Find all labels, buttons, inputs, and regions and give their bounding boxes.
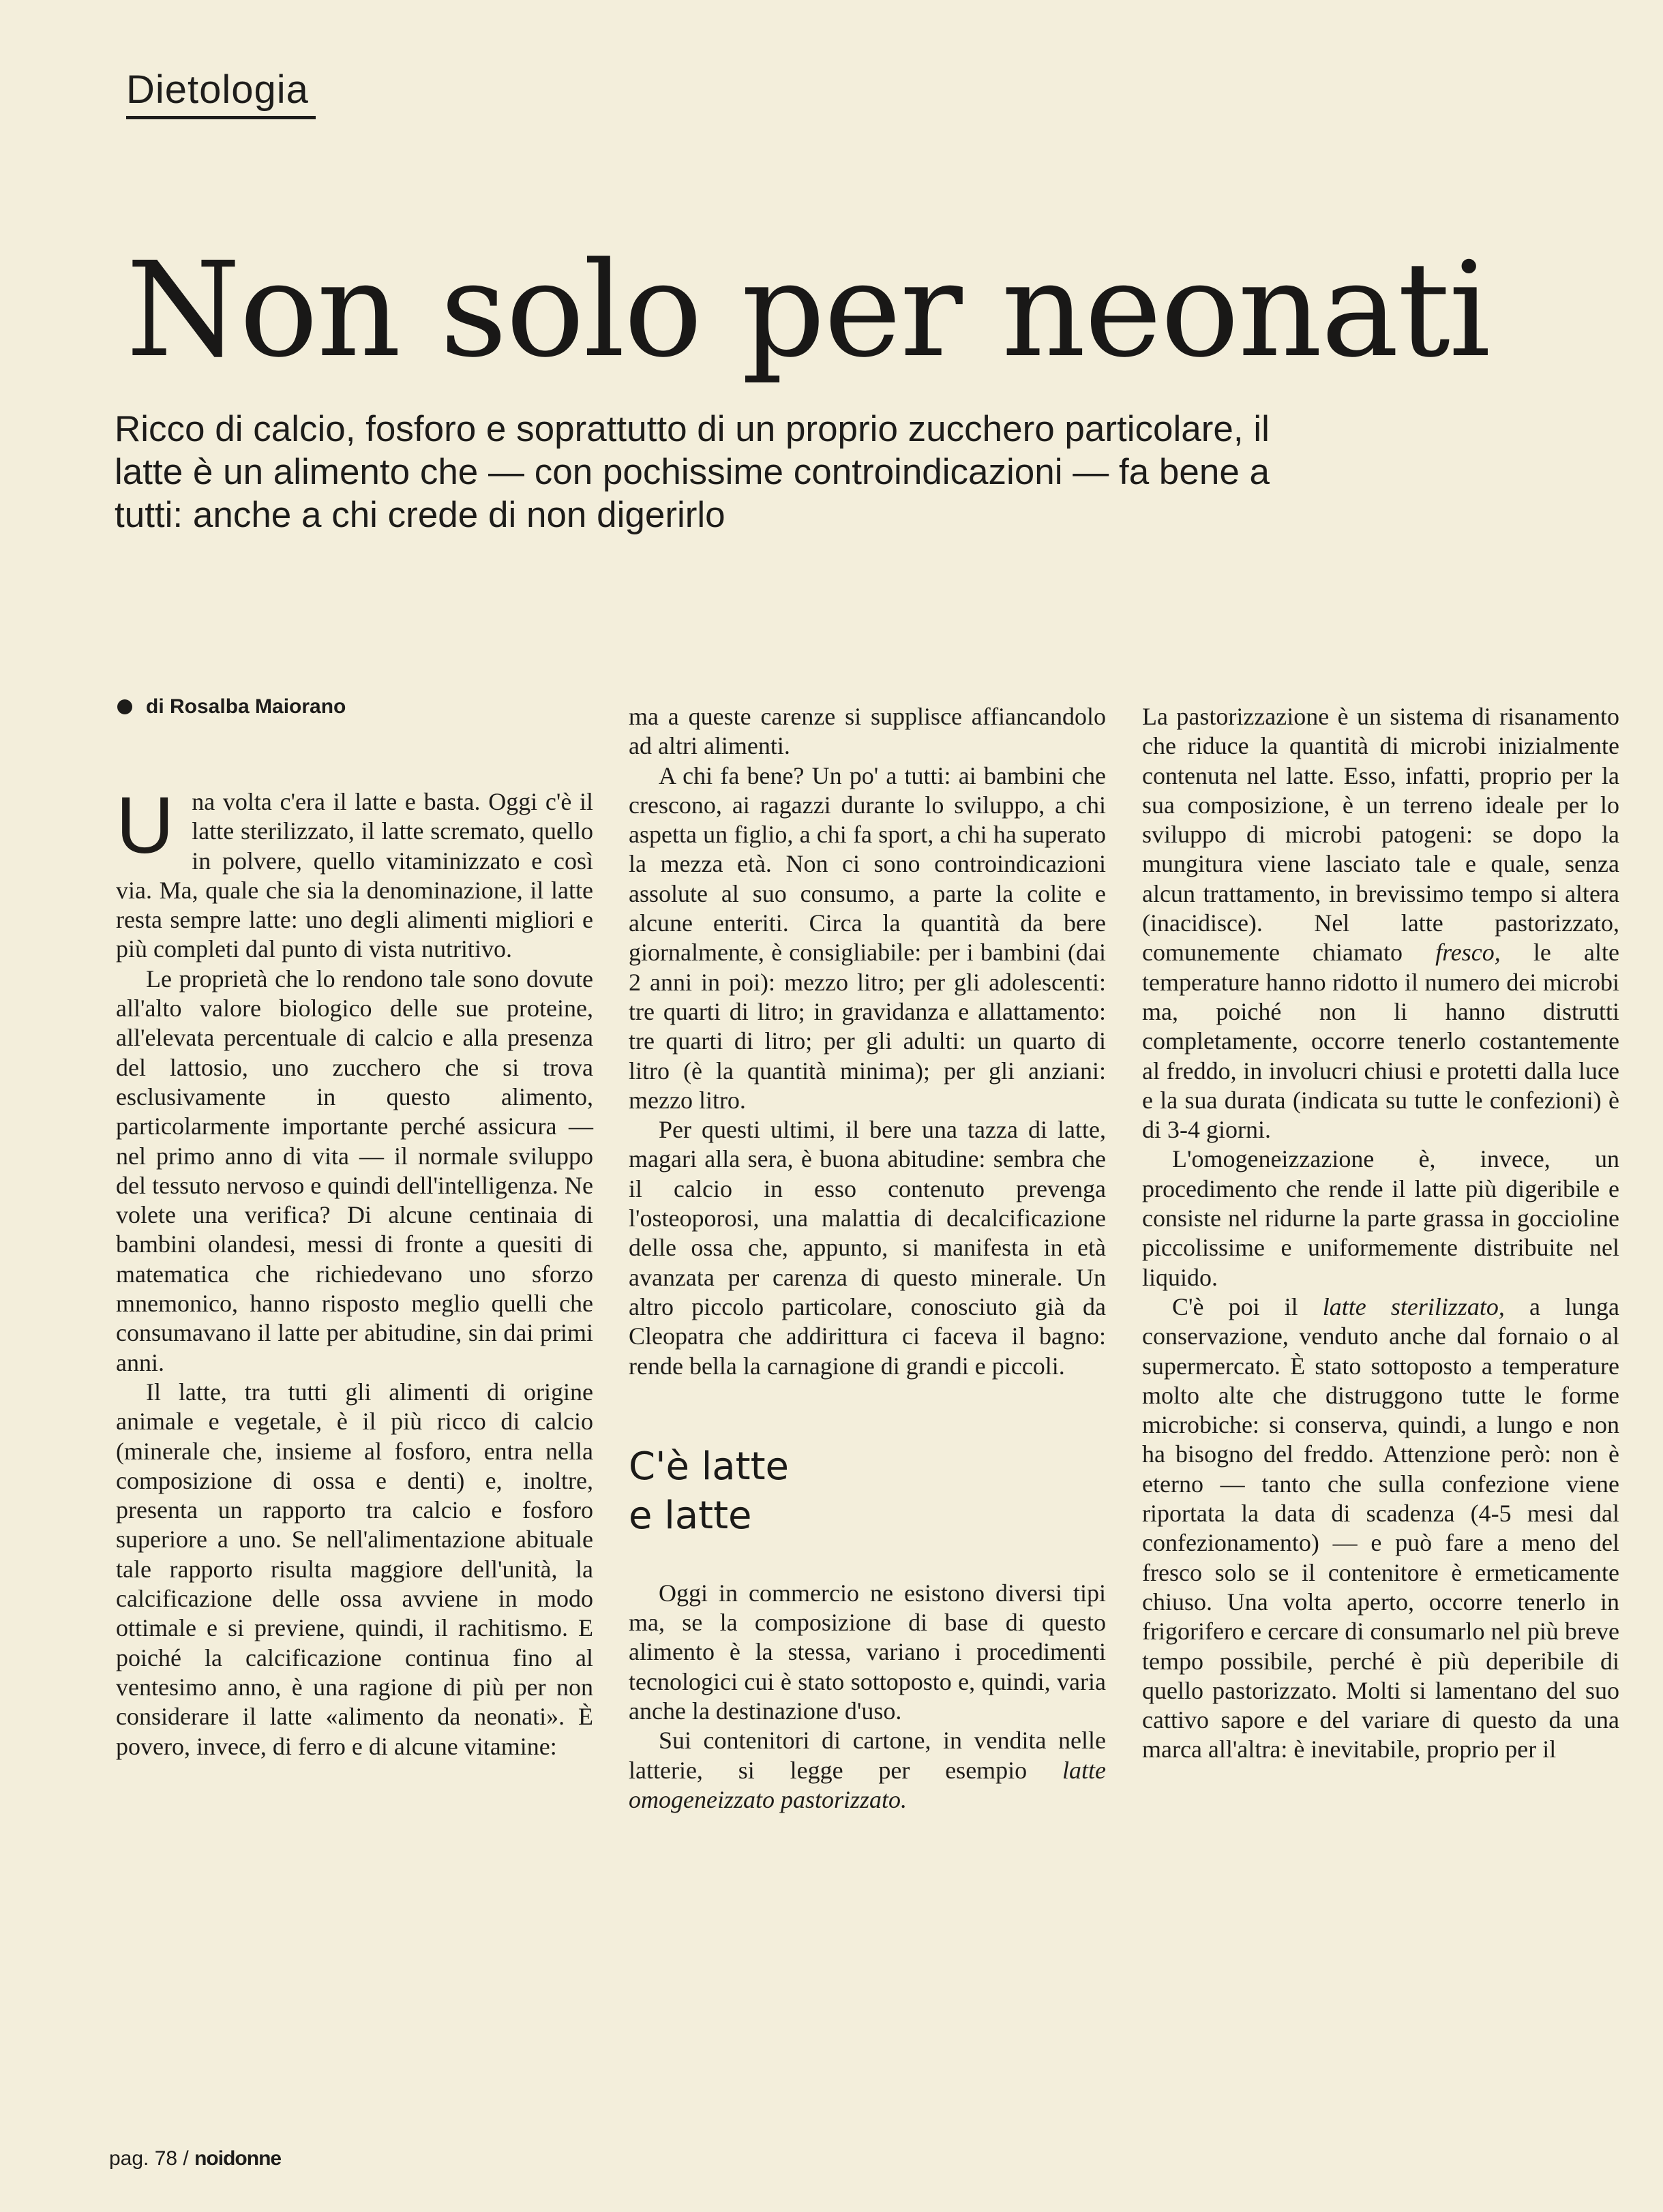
section-rule	[126, 116, 316, 119]
paragraph-text: a lunga conservazione, venduto anche dal fornaio o al supermercato. È stato sottoposto a temperature molto alte che distruggono tutte le forme microbiche: si conserva, quindi, a lungo e non ha bisogno del freddo. Attenzione però: non è eterno — tanto che sulla confezione viene riportata la data di scadenza (4-5 mesi dal confezionamento) — e può fare a meno del fresco solo se il contenitore è ermeticamente chiuso. Una volta aperto, occorre tenerlo in frigorifero e cercare di consumarlo nel più breve tempo possibile, perché è più deperibile di quello pastorizzato. Molti si lamentano del suo cattivo sapore e del variare di questo da una marca all'altra: è inevitabile, proprio per il	[1142, 1292, 1619, 1763]
paragraph: Per questi ultimi, il bere una tazza di latte, magari alla sera, è buona abitudine: sembra che il calcio in esso contenuto prevenga l'osteoporosi, una malattia di decalcificazione delle ossa che, appunto, si manifesta in età avanzata per carenza di questo minerale. Un altro piccolo particolare, conosciuto già da Cleopatra che addirittura ci faceva il bagno: rende bella la carnagione di grandi e piccoli.	[629, 1116, 1106, 1380]
drop-cap: U	[116, 781, 175, 870]
paragraph	[1142, 702, 1619, 1145]
article-column-3	[1142, 702, 1619, 1765]
paragraph: A chi fa bene? Un po' a tutti: ai bambini che crescono, ai ragazzi durante lo sviluppo, a chi aspetta un figlio, a chi fa sport, a chi ha superato la mezza età. Non ci sono controindicazioni assolute al suo consumo, a parte la colite e alcune enteriti. Circa la quantità da bere giornalmente, è consigliabile: per i bambini (dai 2 anni in poi): mezzo litro; per gli adolescenti: tre quarti di litro; in gravidanza e allattamento: tre quarti di litro; per gli adulti: un quarto di litro (è la quantità minima); per gli anziani: mezzo litro.	[629, 761, 1106, 1114]
subheading-line: e latte	[629, 1493, 752, 1538]
paragraph	[1142, 1292, 1619, 1765]
headline: Non solo per neonati	[126, 234, 1490, 387]
page-footer	[109, 2147, 281, 2170]
paragraph-text: La pastorizzazione è un sistema di risanamento che riduce la quantità di microbi inizialmente contenuta nel latte. Esso, infatti, proprio per la sua composizione, è un terreno ideale per lo sviluppo di microbi patogeni: se dopo la mungitura viene lasciato tale e quale, senza alcun trattamento, in brevissimo tempo si altera (inacidisce). Nel latte pastorizzato, comunemente chiamato	[1142, 703, 1619, 967]
italic-term: latte sterilizzato,	[1322, 1292, 1505, 1320]
paragraph-text: C'è poi il	[1172, 1292, 1323, 1320]
page-number: pag. 78 /	[109, 2147, 189, 2170]
paragraph-text: na volta c'era il latte e basta. Oggi c'è il latte sterilizzato, il latte scremato, quello in polvere, quello vitaminizzato e così via. Ma, quale che sia la denominazione, il latte resta sempre latte: uno degli alimenti migliori e più completi dal punto di vista nutritivo.	[116, 788, 593, 963]
magazine-name: noidonne	[194, 2147, 282, 2170]
italic-term: fresco,	[1435, 939, 1501, 967]
lead-paragraph: Ricco di calcio, fosforo e soprattutto di un proprio zucchero particolare, il latte è un alimento che — con pochissime controindicazioni — fa bene a tutti: anche a chi crede di non digerirlo	[115, 409, 1270, 535]
byline-author: di Rosalba Maiorano	[146, 695, 346, 718]
italic-term: latte omogeneizzato pastorizzato.	[629, 1756, 1106, 1813]
paragraph: L'omogeneizzazione è, invece, un procedimento che rende il latte più digeribile e consiste nel ridurne la parte grassa in goccioline piccolissime e uniformemente distribuite nel liquido.	[1142, 1145, 1619, 1291]
paragraph-text: Sui contenitori di cartone, in vendita nelle latterie, si legge per esempio	[629, 1727, 1106, 1784]
paragraph: ma a queste carenze si supplisce affiancandolo ad altri alimenti.	[629, 703, 1106, 760]
paragraph-text: le alte temperature hanno ridotto il numero dei microbi ma, poiché non li hanno distrutti completamente, occorre tenerlo costantemente al freddo, in involucri chiusi e protetti dalla luce e la sua durata (indicata su tutte le confezioni) è di 3-4 giorni.	[1142, 939, 1619, 1144]
paragraph	[116, 781, 593, 965]
paragraph: Il latte, tra tutti gli alimenti di origine animale e vegetale, è il più ricco di calcio (minerale che, insieme al fosforo, entra nella composizione di ossa e denti) e, inoltre, presenta un rapporto tra calcio e fosforo superiore a uno. Se nell'alimentazione abituale tale rapporto risulta maggiore dell'unità, la calcificazione delle ossa avviene in modo ottimale e si previene, quindi, il rachitismo. E poiché la calcificazione continua fino al ventesimo anno, è una ragione di più per non considerare il latte «alimento da neonati». È povero, invece, di ferro e di alcune vitamine:	[116, 1378, 593, 1760]
article-column-2	[629, 702, 1106, 1815]
section-tag: Dietologia	[126, 67, 309, 112]
paragraph	[629, 1726, 1106, 1815]
subheading-line: C'è latte	[629, 1444, 789, 1489]
subheading	[629, 1442, 1106, 1541]
paragraph: Le proprietà che lo rendono tale sono dovute all'alto valore biologico delle sue proteine, all'elevata percentuale di calcio e alla presenza del lattosio, uno zucchero che si trova esclusivamente in questo alimento, particolarmente importante perché assicura — nel primo anno di vita — il normale sviluppo del tessuto nervoso e quindi dell'intelligenza. Ne volete una verifica? Di alcune centinaia di bambini olandesi, messi di fronte a quesiti di matematica che richiedevano uno sforzo mnemonico, hanno risposto meglio quelli che consumavano il latte per abitudine, sin dai primi anni.	[116, 965, 593, 1376]
byline	[117, 695, 346, 718]
paragraph: Oggi in commercio ne esistono diversi tipi ma, se la composizione di base di questo alimento è la stessa, variano i procedimenti tecnologici cui è stato sottoposto e, quindi, varia anche la destinazione d'uso.	[629, 1579, 1106, 1725]
article-column-1	[116, 781, 593, 1761]
bullet-icon	[117, 699, 132, 714]
